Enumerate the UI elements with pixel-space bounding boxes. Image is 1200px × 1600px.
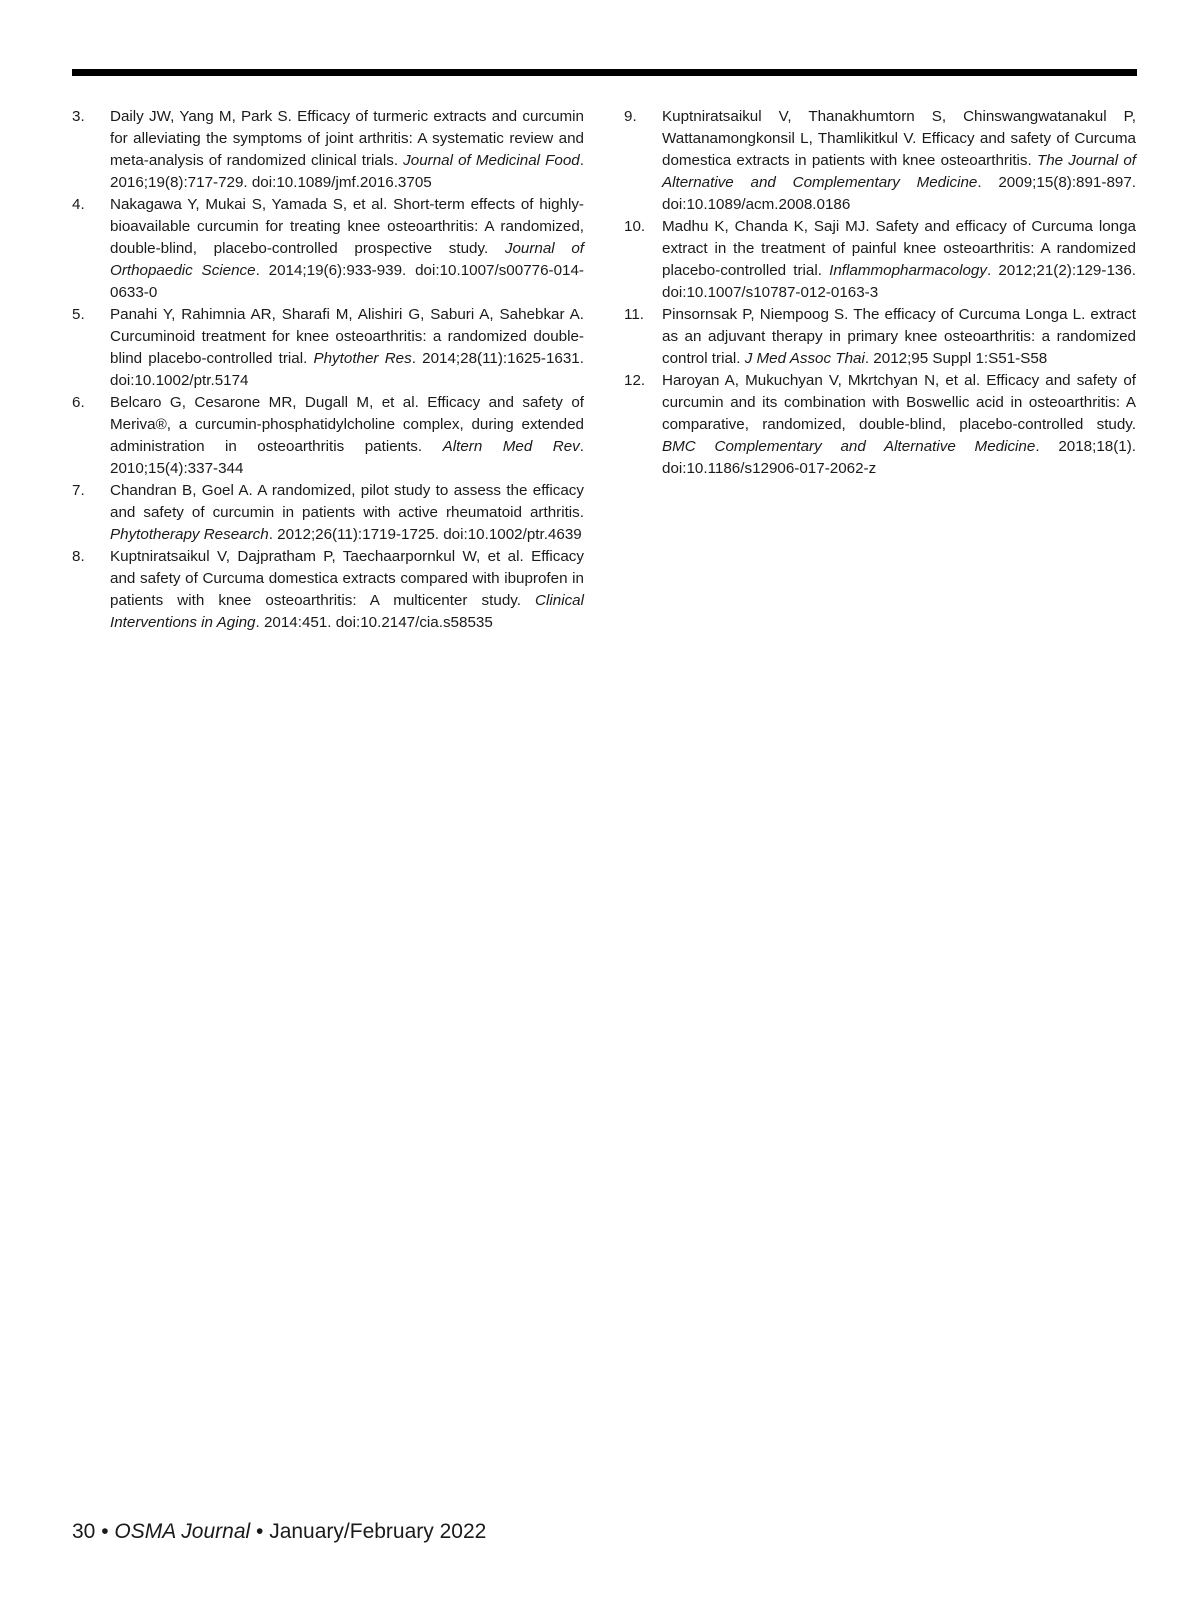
reference-journal: Phytotherapy Research	[110, 526, 269, 543]
reference-number: 11.	[624, 306, 644, 323]
reference-text	[110, 546, 584, 634]
references-column-right	[624, 106, 1136, 480]
reference-journal: Altern Med Rev	[442, 438, 580, 455]
reference-item	[72, 194, 584, 304]
reference-citation: . 2014;28(11):1625-1631. doi:10.1002/ptr.5174	[110, 350, 584, 389]
reference-authors-title: Daily JW, Yang M, Park S. Efficacy of turmeric extracts and curcumin for alleviating the symptoms of joint arthritis: A systematic review and meta-analysis of randomized clinical trials.	[110, 108, 584, 169]
reference-journal: Phytother Res	[313, 350, 412, 367]
reference-citation: . 2014:451. doi:10.2147/cia.s58535	[255, 614, 493, 631]
reference-citation: . 2018;18(1). doi:10.1186/s12906-017-2062-z	[662, 438, 1136, 477]
reference-number: 6.	[72, 394, 85, 411]
reference-item	[624, 216, 1136, 304]
reference-item	[624, 304, 1136, 370]
reference-journal: BMC Complementary and Alternative Medicine	[662, 438, 1036, 455]
reference-list-left	[72, 106, 584, 634]
reference-authors-title: Kuptniratsaikul V, Dajpratham P, Taechaarpornkul W, et al. Efficacy and safety of Curcuma domestica extracts compared with ibuprofen in patients with knee osteoarthritis: A multicenter study.	[110, 548, 584, 609]
references-column-left	[72, 106, 584, 634]
reference-authors-title: Chandran B, Goel A. A randomized, pilot study to assess the efficacy and safety of curcumin in patients with active rheumatoid arthritis.	[110, 482, 584, 521]
reference-number: 10.	[624, 218, 646, 235]
reference-number: 9.	[624, 108, 637, 125]
reference-text	[110, 106, 584, 194]
reference-journal: Journal of Medicinal Food	[403, 152, 580, 169]
reference-journal: Journal of Orthopaedic Science	[110, 240, 584, 279]
reference-text	[110, 392, 584, 480]
reference-citation: . 2014;19(6):933-939. doi:10.1007/s00776-014-0633-0	[110, 262, 584, 301]
reference-authors-title: Pinsornsak P, Niempoog S. The efficacy of Curcuma Longa L. extract as an adjuvant therapy in primary knee osteoarthritis: a randomized control trial.	[662, 306, 1136, 367]
reference-number: 4.	[72, 196, 85, 213]
footer-separator: •	[250, 1520, 270, 1543]
reference-item	[72, 304, 584, 392]
reference-journal: Inflammopharmacology	[829, 262, 987, 279]
reference-journal: The Journal of Alternative and Complementary Medicine	[662, 152, 1136, 191]
reference-authors-title: Madhu K, Chanda K, Saji MJ. Safety and efficacy of Curcuma longa extract in the treatment of painful knee osteoarthritis: A randomized placebo-controlled trial.	[662, 218, 1136, 279]
reference-citation: . 2012;26(11):1719-1725. doi:10.1002/ptr.4639	[268, 526, 582, 543]
header-rule	[72, 69, 1137, 76]
reference-citation: . 2009;15(8):891-897. doi:10.1089/acm.2008.0186	[662, 174, 1136, 213]
footer-separator: •	[95, 1520, 115, 1543]
page-footer	[72, 1518, 486, 1546]
reference-text	[662, 216, 1136, 304]
reference-text	[662, 106, 1136, 216]
reference-number: 7.	[72, 482, 85, 499]
reference-item	[72, 480, 584, 546]
reference-item	[72, 392, 584, 480]
reference-citation: . 2010;15(4):337-344	[110, 438, 584, 477]
reference-number: 8.	[72, 548, 85, 565]
page-number: 30	[72, 1520, 96, 1543]
reference-item	[72, 546, 584, 634]
reference-authors-title: Haroyan A, Mukuchyan V, Mkrtchyan N, et al. Efficacy and safety of curcumin and its combination with Boswellic acid in osteoarthritis: A comparative, randomized, double-blind, placebo-controlled study.	[662, 372, 1136, 433]
reference-item	[624, 370, 1136, 480]
footer-issue: January/February 2022	[269, 1520, 487, 1543]
reference-text	[662, 370, 1136, 480]
reference-text	[662, 304, 1136, 370]
reference-item	[72, 106, 584, 194]
reference-text	[110, 480, 584, 546]
reference-number: 3.	[72, 108, 85, 125]
footer-journal-name: OSMA Journal	[114, 1520, 251, 1543]
reference-text	[110, 194, 584, 304]
reference-list-right	[624, 106, 1136, 480]
reference-number: 5.	[72, 306, 85, 323]
reference-journal: J Med Assoc Thai	[744, 350, 865, 367]
reference-authors-title: Panahi Y, Rahimnia AR, Sharafi M, Alishiri G, Saburi A, Sahebkar A. Curcuminoid treatment for knee osteoarthritis: a randomized double-blind placebo-controlled trial.	[110, 306, 584, 367]
reference-citation: . 2012;21(2):129-136. doi:10.1007/s10787-012-0163-3	[662, 262, 1136, 301]
reference-number: 12.	[624, 372, 646, 389]
reference-item	[624, 106, 1136, 216]
reference-journal: Clinical Interventions in Aging	[110, 592, 584, 631]
reference-authors-title: Belcaro G, Cesarone MR, Dugall M, et al. Efficacy and safety of Meriva®, a curcumin-phosphatidylcholine complex, during extended administration in osteoarthritis patients.	[110, 394, 584, 455]
reference-text	[110, 304, 584, 392]
reference-authors-title: Nakagawa Y, Mukai S, Yamada S, et al. Short-term effects of highly-bioavailable curcumin for treating knee osteoarthritis: A randomized, double-blind, placebo-controlled prospective study.	[110, 196, 584, 257]
reference-authors-title: Kuptniratsaikul V, Thanakhumtorn S, Chinswangwatanakul P, Wattanamongkonsil L, Thamlikitkul V. Efficacy and safety of Curcuma domestica extracts in patients with knee osteoarthritis.	[662, 108, 1136, 169]
reference-citation: . 2012;95 Suppl 1:S51-S58	[864, 350, 1048, 367]
reference-citation: . 2016;19(8):717-729. doi:10.1089/jmf.2016.3705	[110, 152, 584, 191]
